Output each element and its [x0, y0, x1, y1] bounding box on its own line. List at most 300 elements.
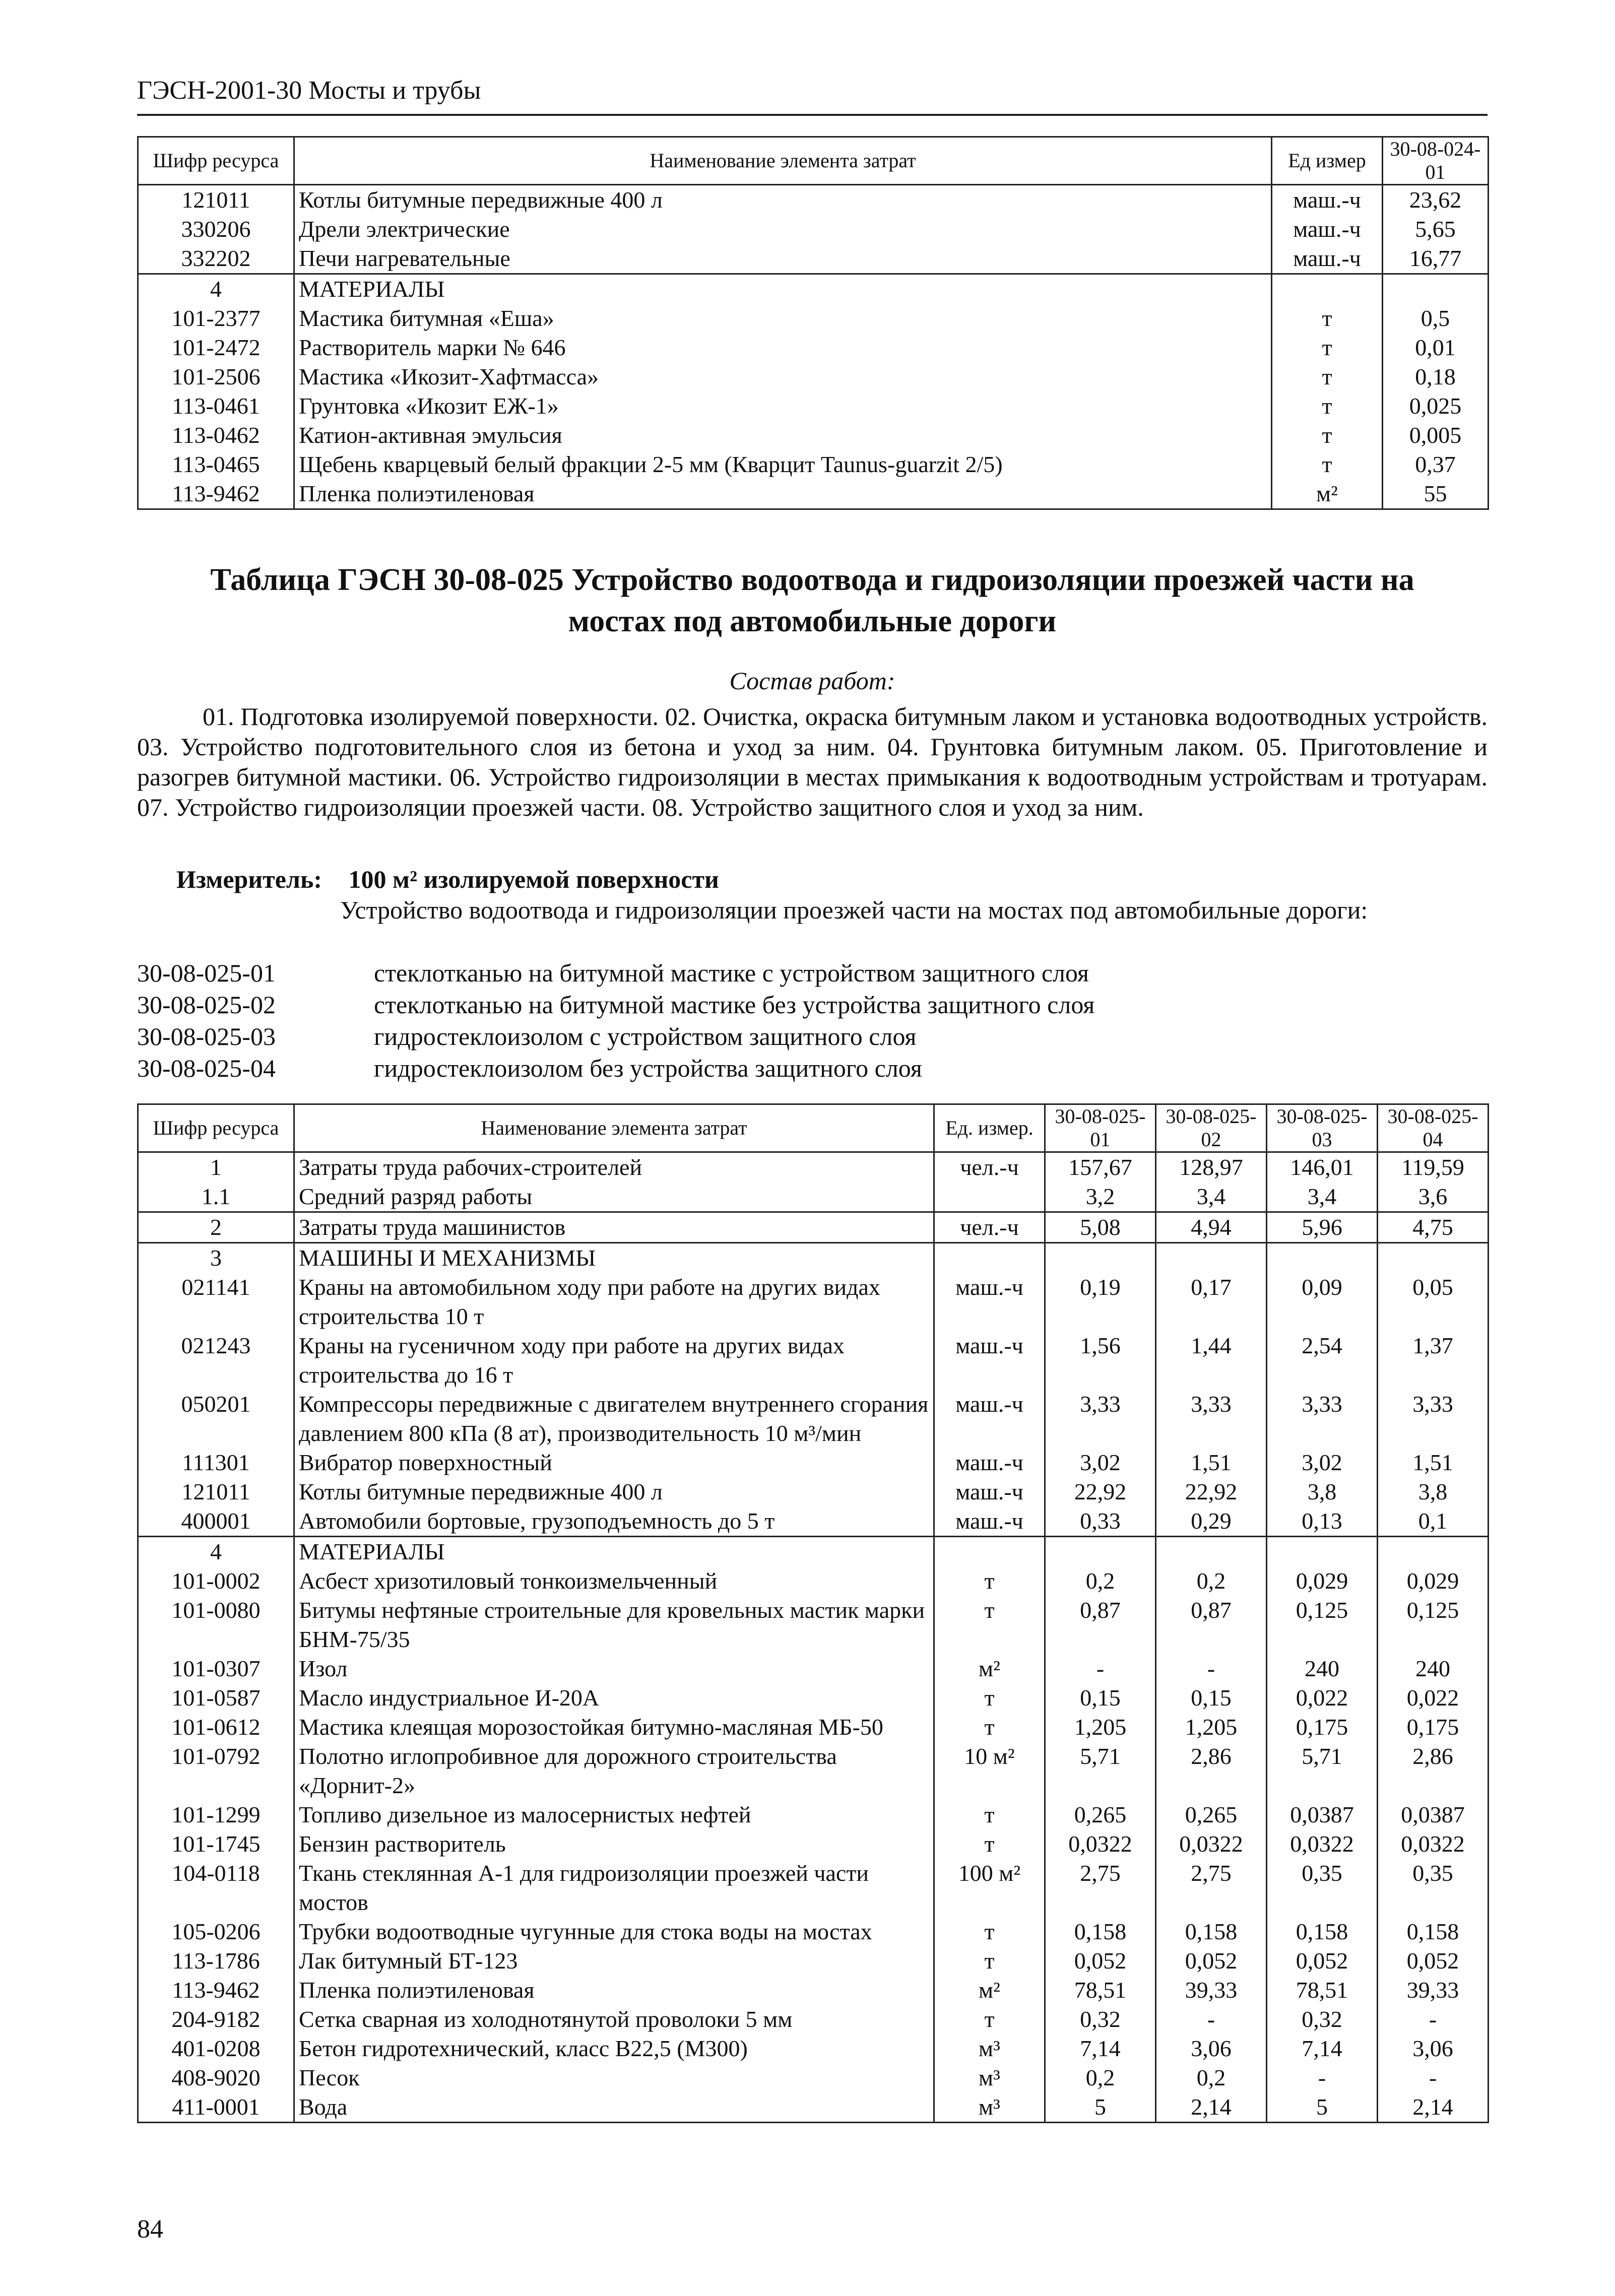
- header-value: 30-08-024-01: [1383, 137, 1489, 185]
- resource-code: 2: [138, 1212, 294, 1243]
- table-row: [138, 1859, 1489, 1917]
- composition-text: 01. Подготовка изолируемой поверхности. 02. Очистка, окраска битумным лаком и установка водоотводных устройств. 03. Устройство подготовительного слоя из бетона и уход за ним. 04. Грунтовка битумным лаком. 05. Приготовление и разогрев битумной мастики. 06. Устройство гидроизоляции в местах примыкания к водоотводным устройствам и тротуарам. 07. Устройство гидроизоляции проезжей части. 08. Устройство защитного слоя и уход за ним.: [137, 702, 1488, 821]
- table-row: [138, 1243, 1489, 1273]
- resource-name: Печи нагревательные: [294, 244, 1272, 274]
- table-row: [138, 1182, 1489, 1212]
- variant-item: [137, 1021, 1488, 1053]
- value-cell: 1,51: [1156, 1448, 1267, 1477]
- value-cell: 5,71: [1045, 1742, 1156, 1800]
- unit-cell: м³: [934, 2063, 1045, 2092]
- resource-name: Вибратор поверхностный: [294, 1448, 934, 1477]
- resource-code: 4: [138, 274, 294, 304]
- measure-value: 100 м² изолируемой поверхности: [348, 865, 719, 893]
- value-cell: 2,14: [1156, 2092, 1267, 2123]
- resource-table-024: [137, 136, 1489, 510]
- value-cell: 0,01: [1383, 333, 1489, 362]
- unit-cell: т: [1272, 304, 1383, 333]
- value-cell: 1,44: [1156, 1331, 1267, 1390]
- unit-cell: м²: [1272, 479, 1383, 509]
- measure-line: [176, 865, 719, 894]
- value-cell: 0,18: [1383, 362, 1489, 391]
- resource-code: 113-1786: [138, 1946, 294, 1976]
- resource-code: 408-9020: [138, 2063, 294, 2092]
- value-cell: 0,2: [1156, 2063, 1267, 2092]
- resource-name: Лак битумный БТ-123: [294, 1946, 934, 1976]
- value-cell: 3,2: [1045, 1182, 1156, 1212]
- value-cell: 0,29: [1156, 1506, 1267, 1537]
- value-cell: 0,1: [1378, 1506, 1489, 1537]
- table-row: [138, 1800, 1489, 1829]
- unit-cell: т: [1272, 421, 1383, 450]
- unit-cell: м³: [934, 2092, 1045, 2123]
- value-cell: -: [1156, 2005, 1267, 2034]
- value-cell: 0,029: [1267, 1566, 1378, 1596]
- work-description: Устройство водоотвода и гидроизоляции проезжей части на мостах под автомобильные дороги:: [340, 896, 1368, 924]
- resource-code: 4: [138, 1537, 294, 1567]
- resource-name: Масло индустриальное И-20А: [294, 1683, 934, 1713]
- unit-cell: маш.-ч: [1272, 215, 1383, 244]
- unit-cell: маш.-ч: [1272, 185, 1383, 215]
- resource-code: 3: [138, 1243, 294, 1273]
- resource-code: 021243: [138, 1331, 294, 1390]
- value-cell: 1,37: [1378, 1331, 1489, 1390]
- resource-name: Вода: [294, 2092, 934, 2123]
- resource-name: Песок: [294, 2063, 934, 2092]
- header-value-03: 30-08-025-03: [1267, 1104, 1378, 1152]
- value-cell: 5,71: [1267, 1742, 1378, 1800]
- value-cell: 7,14: [1045, 2034, 1156, 2063]
- value-cell: 1,56: [1045, 1331, 1156, 1390]
- unit-cell: [1272, 274, 1383, 304]
- value-cell: -: [1267, 2063, 1378, 2092]
- resource-name: Растворитель марки № 646: [294, 333, 1272, 362]
- unit-cell: 10 м²: [934, 1742, 1045, 1800]
- unit-cell: маш.-ч: [934, 1390, 1045, 1448]
- resource-code: 101-0792: [138, 1742, 294, 1800]
- value-cell: [1156, 1243, 1267, 1273]
- value-cell: 78,51: [1045, 1976, 1156, 2005]
- value-cell: 7,14: [1267, 2034, 1378, 2063]
- value-cell: 3,33: [1267, 1390, 1378, 1448]
- resource-code: 113-0465: [138, 450, 294, 479]
- resource-code: 113-0461: [138, 391, 294, 421]
- value-cell: [1045, 1537, 1156, 1567]
- resource-name: Битумы нефтяные строительные для кровельных мастик марки БНМ-75/35: [294, 1596, 934, 1654]
- table-row: [138, 1506, 1489, 1537]
- header-code: Шифр ресурса: [138, 137, 294, 185]
- resource-code: 021141: [138, 1273, 294, 1331]
- value-cell: [1267, 1243, 1378, 1273]
- unit-cell: чел.-ч: [934, 1212, 1045, 1243]
- value-cell: 0,09: [1267, 1273, 1378, 1331]
- value-cell: 240: [1267, 1654, 1378, 1683]
- resource-name: Краны на автомобильном ходу при работе на других видах строительства 10 т: [294, 1273, 934, 1331]
- value-cell: 23,62: [1383, 185, 1489, 215]
- table-title-line-2: мостах под автомобильные дороги: [568, 604, 1057, 638]
- value-cell: 0,158: [1045, 1917, 1156, 1946]
- table-row: [138, 185, 1489, 215]
- table-body: [138, 1152, 1489, 2123]
- unit-cell: [934, 1243, 1045, 1273]
- table-row: [138, 1654, 1489, 1683]
- table-row: [138, 1976, 1489, 2005]
- value-cell: 0,0322: [1156, 1829, 1267, 1859]
- resource-name: Компрессоры передвижные с двигателем внутреннего сгорания давлением 800 кПа (8 ат), производительность 10 м³/мин: [294, 1390, 934, 1448]
- value-cell: [1156, 1537, 1267, 1567]
- resource-code: 105-0206: [138, 1917, 294, 1946]
- resource-code: 104-0118: [138, 1859, 294, 1917]
- value-cell: 5: [1045, 2092, 1156, 2123]
- value-cell: 2,75: [1156, 1859, 1267, 1917]
- table-row: [138, 391, 1489, 421]
- value-cell: [1378, 1537, 1489, 1567]
- value-cell: 0,2: [1156, 1566, 1267, 1596]
- value-cell: 2,86: [1156, 1742, 1267, 1800]
- resource-name: Сетка сварная из холоднотянутой проволоки 5 мм: [294, 2005, 934, 2034]
- value-cell: 22,92: [1156, 1477, 1267, 1506]
- section-title: МАТЕРИАЛЫ: [294, 1537, 934, 1567]
- value-cell: 0,17: [1156, 1273, 1267, 1331]
- resource-name: Мастика «Икозит-Хафтмасса»: [294, 362, 1272, 391]
- table-row: [138, 1152, 1489, 1183]
- table-header-row: [138, 137, 1489, 185]
- resource-code: 113-9462: [138, 1976, 294, 2005]
- value-cell: -: [1378, 2005, 1489, 2034]
- unit-cell: [934, 1182, 1045, 1212]
- resource-name: Котлы битумные передвижные 400 л: [294, 185, 1272, 215]
- value-cell: 146,01: [1267, 1152, 1378, 1183]
- resource-name: Бетон гидротехнический, класс В22,5 (М300): [294, 2034, 934, 2063]
- resource-code: 101-2472: [138, 333, 294, 362]
- unit-cell: т: [1272, 362, 1383, 391]
- unit-cell: т: [934, 1946, 1045, 1976]
- value-cell: 3,4: [1267, 1182, 1378, 1212]
- value-cell: 0,2: [1045, 2063, 1156, 2092]
- variant-text: гидростеклоизолом с устройством защитного слоя: [374, 1022, 917, 1051]
- section-title: МАТЕРИАЛЫ: [294, 274, 1272, 304]
- header-unit: Ед измер: [1272, 137, 1383, 185]
- value-cell: 0,33: [1045, 1506, 1156, 1537]
- value-cell: 0,13: [1267, 1506, 1378, 1537]
- header-name: Наименование элемента затрат: [294, 1104, 934, 1152]
- resource-code: 411-0001: [138, 2092, 294, 2123]
- resource-code: 050201: [138, 1390, 294, 1448]
- unit-cell: маш.-ч: [934, 1273, 1045, 1331]
- value-cell: [1383, 274, 1489, 304]
- value-cell: 16,77: [1383, 244, 1489, 274]
- resource-name: Катион-активная эмульсия: [294, 421, 1272, 450]
- resource-code: 204-9182: [138, 2005, 294, 2034]
- unit-cell: т: [934, 1713, 1045, 1742]
- value-cell: 0,265: [1156, 1800, 1267, 1829]
- unit-cell: 100 м²: [934, 1859, 1045, 1917]
- resource-name: Затраты труда машинистов: [294, 1212, 934, 1243]
- value-cell: 1,51: [1378, 1448, 1489, 1477]
- value-cell: 0,052: [1267, 1946, 1378, 1976]
- table-row: [138, 2005, 1489, 2034]
- value-cell: 0,5: [1383, 304, 1489, 333]
- value-cell: 3,4: [1156, 1182, 1267, 1212]
- value-cell: 3,33: [1156, 1390, 1267, 1448]
- value-cell: 3,33: [1378, 1390, 1489, 1448]
- value-cell: -: [1156, 1654, 1267, 1683]
- resource-code: 101-2506: [138, 362, 294, 391]
- table-row: [138, 1477, 1489, 1506]
- resource-code: 121011: [138, 1477, 294, 1506]
- resource-code: 330206: [138, 215, 294, 244]
- resource-name: Бензин растворитель: [294, 1829, 934, 1859]
- unit-cell: т: [1272, 391, 1383, 421]
- value-cell: 2,75: [1045, 1859, 1156, 1917]
- table-row: [138, 1273, 1489, 1331]
- table-row: [138, 1448, 1489, 1477]
- table-row: [138, 274, 1489, 304]
- unit-cell: маш.-ч: [1272, 244, 1383, 274]
- table-row: [138, 1212, 1489, 1243]
- resource-code: 101-0307: [138, 1654, 294, 1683]
- resource-code: 1: [138, 1152, 294, 1183]
- table-body: [138, 185, 1489, 509]
- resource-name: Мастика клеящая морозостойкая битумно-масляная МБ-50: [294, 1713, 934, 1742]
- value-cell: 0,005: [1383, 421, 1489, 450]
- value-cell: 0,19: [1045, 1273, 1156, 1331]
- resource-code: 101-0080: [138, 1596, 294, 1654]
- resource-name: Грунтовка «Икозит ЕЖ-1»: [294, 391, 1272, 421]
- variant-text: стеклотканью на битумной мастике с устройством защитного слоя: [374, 959, 1089, 987]
- value-cell: 0,175: [1267, 1713, 1378, 1742]
- value-cell: [1267, 1537, 1378, 1567]
- value-cell: 0,265: [1045, 1800, 1156, 1829]
- header-value-04: 30-08-025-04: [1378, 1104, 1489, 1152]
- measure-label: Измеритель:: [176, 865, 322, 893]
- value-cell: 22,92: [1045, 1477, 1156, 1506]
- variant-code: 30-08-025-03: [137, 1022, 276, 1051]
- table-row: [138, 215, 1489, 244]
- resource-code: 401-0208: [138, 2034, 294, 2063]
- value-cell: 0,0322: [1378, 1829, 1489, 1859]
- resource-name: Щебень кварцевый белый фракции 2-5 мм (Кварцит Taunus-guarzit 2/5): [294, 450, 1272, 479]
- value-cell: 0,87: [1045, 1596, 1156, 1654]
- value-cell: 0,0387: [1378, 1800, 1489, 1829]
- value-cell: 3,06: [1378, 2034, 1489, 2063]
- unit-cell: м²: [934, 1654, 1045, 1683]
- value-cell: 157,67: [1045, 1152, 1156, 1183]
- table-row: [138, 1390, 1489, 1448]
- value-cell: 3,02: [1267, 1448, 1378, 1477]
- value-cell: 128,97: [1156, 1152, 1267, 1183]
- unit-cell: т: [934, 1800, 1045, 1829]
- unit-cell: маш.-ч: [934, 1448, 1045, 1477]
- value-cell: 0,158: [1267, 1917, 1378, 1946]
- table-row: [138, 304, 1489, 333]
- resource-name: Автомобили бортовые, грузоподъемность до 5 т: [294, 1506, 934, 1537]
- variant-list: [137, 957, 1488, 1084]
- variant-text: гидростеклоизолом без устройства защитного слоя: [374, 1054, 922, 1082]
- resource-code: 121011: [138, 185, 294, 215]
- value-cell: 0,0387: [1267, 1800, 1378, 1829]
- header-value-02: 30-08-025-02: [1156, 1104, 1267, 1152]
- unit-cell: т: [934, 1683, 1045, 1713]
- table-row: [138, 479, 1489, 509]
- resource-name: Котлы битумные передвижные 400 л: [294, 1477, 934, 1506]
- value-cell: 2,54: [1267, 1331, 1378, 1390]
- page-number: 84: [137, 2215, 163, 2244]
- resource-name: Затраты труда рабочих-строителей: [294, 1152, 934, 1183]
- value-cell: 0,37: [1383, 450, 1489, 479]
- resource-code: 1.1: [138, 1182, 294, 1212]
- value-cell: 0,35: [1378, 1859, 1489, 1917]
- variant-code: 30-08-025-02: [137, 991, 276, 1019]
- table-row: [138, 1566, 1489, 1596]
- value-cell: 3,33: [1045, 1390, 1156, 1448]
- resource-code: 332202: [138, 244, 294, 274]
- unit-cell: маш.-ч: [934, 1477, 1045, 1506]
- value-cell: 0,15: [1156, 1683, 1267, 1713]
- table-row: [138, 2034, 1489, 2063]
- value-cell: 1,205: [1156, 1713, 1267, 1742]
- header-name: Наименование элемента затрат: [294, 137, 1272, 185]
- value-cell: 4,94: [1156, 1212, 1267, 1243]
- value-cell: 3,8: [1267, 1477, 1378, 1506]
- value-cell: 0,052: [1378, 1946, 1489, 1976]
- table-row: [138, 1596, 1489, 1654]
- value-cell: 0,175: [1378, 1713, 1489, 1742]
- resource-name: Пленка полиэтиленовая: [294, 479, 1272, 509]
- resource-name: Ткань стеклянная А-1 для гидроизоляции проезжей части мостов: [294, 1859, 934, 1917]
- unit-cell: т: [934, 1917, 1045, 1946]
- value-cell: [1045, 1243, 1156, 1273]
- unit-cell: маш.-ч: [934, 1331, 1045, 1390]
- table-row: [138, 333, 1489, 362]
- composition-heading: Состав работ:: [729, 667, 895, 695]
- unit-cell: т: [934, 1829, 1045, 1859]
- header-value-01: 30-08-025-01: [1045, 1104, 1156, 1152]
- resource-code: 101-0612: [138, 1713, 294, 1742]
- table-row: [138, 1946, 1489, 1976]
- value-cell: 0,022: [1267, 1683, 1378, 1713]
- resource-code: 113-9462: [138, 479, 294, 509]
- variant-text: стеклотканью на битумной мастике без устройства защитного слоя: [374, 991, 1095, 1019]
- resource-code: 101-0587: [138, 1683, 294, 1713]
- table-row: [138, 1917, 1489, 1946]
- value-cell: 0,125: [1378, 1596, 1489, 1654]
- resource-table-025: [137, 1103, 1489, 2123]
- resource-code: 111301: [138, 1448, 294, 1477]
- value-cell: 0,35: [1267, 1859, 1378, 1917]
- value-cell: 5: [1267, 2092, 1378, 2123]
- page-header: ГЭСН-2001-30 Мосты и трубы: [137, 76, 481, 105]
- unit-cell: [934, 1537, 1045, 1567]
- value-cell: 2,86: [1378, 1742, 1489, 1800]
- value-cell: 1,205: [1045, 1713, 1156, 1742]
- value-cell: 3,6: [1378, 1182, 1489, 1212]
- value-cell: 78,51: [1267, 1976, 1378, 2005]
- unit-cell: т: [934, 1566, 1045, 1596]
- resource-name: Трубки водоотводные чугунные для стока воды на мостах: [294, 1917, 934, 1946]
- table-row: [138, 2063, 1489, 2092]
- resource-code: 113-0462: [138, 421, 294, 450]
- value-cell: -: [1045, 1654, 1156, 1683]
- table-row: [138, 1331, 1489, 1390]
- unit-cell: чел.-ч: [934, 1152, 1045, 1183]
- value-cell: -: [1378, 2063, 1489, 2092]
- resource-code: 101-1299: [138, 1800, 294, 1829]
- resource-code: 101-1745: [138, 1829, 294, 1859]
- table-row: [138, 362, 1489, 391]
- value-cell: 0,158: [1156, 1917, 1267, 1946]
- value-cell: 4,75: [1378, 1212, 1489, 1243]
- table-row: [138, 1537, 1489, 1567]
- table-header-row: [138, 1104, 1489, 1152]
- value-cell: 0,15: [1045, 1683, 1156, 1713]
- resource-code: 101-0002: [138, 1566, 294, 1596]
- header-rule: [137, 114, 1488, 116]
- value-cell: 5,96: [1267, 1212, 1378, 1243]
- header-code: Шифр ресурса: [138, 1104, 294, 1152]
- resource-name: Мастика битумная «Еша»: [294, 304, 1272, 333]
- table-title: [137, 559, 1488, 642]
- unit-cell: т: [934, 1596, 1045, 1654]
- value-cell: 2,14: [1378, 2092, 1489, 2123]
- value-cell: 39,33: [1378, 1976, 1489, 2005]
- value-cell: 39,33: [1156, 1976, 1267, 2005]
- value-cell: 0,05: [1378, 1273, 1489, 1331]
- resource-name: Дрели электрические: [294, 215, 1272, 244]
- table-row: [138, 1742, 1489, 1800]
- value-cell: 240: [1378, 1654, 1489, 1683]
- resource-name: Топливо дизельное из малосернистых нефтей: [294, 1800, 934, 1829]
- section-title: МАШИНЫ И МЕХАНИЗМЫ: [294, 1243, 934, 1273]
- resource-name: Пленка полиэтиленовая: [294, 1976, 934, 2005]
- resource-name: Средний разряд работы: [294, 1182, 934, 1212]
- value-cell: 5,08: [1045, 1212, 1156, 1243]
- unit-cell: т: [934, 2005, 1045, 2034]
- table-title-line-1: Таблица ГЭСН 30-08-025 Устройство водоотвода и гидроизоляции проезжей части на: [210, 563, 1414, 597]
- value-cell: 0,052: [1045, 1946, 1156, 1976]
- value-cell: 3,8: [1378, 1477, 1489, 1506]
- value-cell: 0,025: [1383, 391, 1489, 421]
- resource-code: 101-2377: [138, 304, 294, 333]
- header-unit: Ед. измер.: [934, 1104, 1045, 1152]
- variant-item: [137, 989, 1488, 1021]
- value-cell: 119,59: [1378, 1152, 1489, 1183]
- value-cell: 5,65: [1383, 215, 1489, 244]
- table-row: [138, 1683, 1489, 1713]
- table-row: [138, 421, 1489, 450]
- variant-code: 30-08-025-01: [137, 959, 276, 987]
- unit-cell: м²: [934, 1976, 1045, 2005]
- table-row: [138, 2092, 1489, 2123]
- value-cell: 0,32: [1045, 2005, 1156, 2034]
- unit-cell: маш.-ч: [934, 1506, 1045, 1537]
- value-cell: 0,029: [1378, 1566, 1489, 1596]
- value-cell: 0,052: [1156, 1946, 1267, 1976]
- resource-code: 400001: [138, 1506, 294, 1537]
- resource-name: Краны на гусеничном ходу при работе на других видах строительства до 16 т: [294, 1331, 934, 1390]
- value-cell: 55: [1383, 479, 1489, 509]
- value-cell: 0,0322: [1267, 1829, 1378, 1859]
- table-row: [138, 1713, 1489, 1742]
- table-row: [138, 450, 1489, 479]
- unit-cell: т: [1272, 333, 1383, 362]
- value-cell: 0,158: [1378, 1917, 1489, 1946]
- unit-cell: т: [1272, 450, 1383, 479]
- resource-name: Изол: [294, 1654, 934, 1683]
- unit-cell: м³: [934, 2034, 1045, 2063]
- value-cell: 0,125: [1267, 1596, 1378, 1654]
- variant-code: 30-08-025-04: [137, 1054, 276, 1082]
- value-cell: [1378, 1243, 1489, 1273]
